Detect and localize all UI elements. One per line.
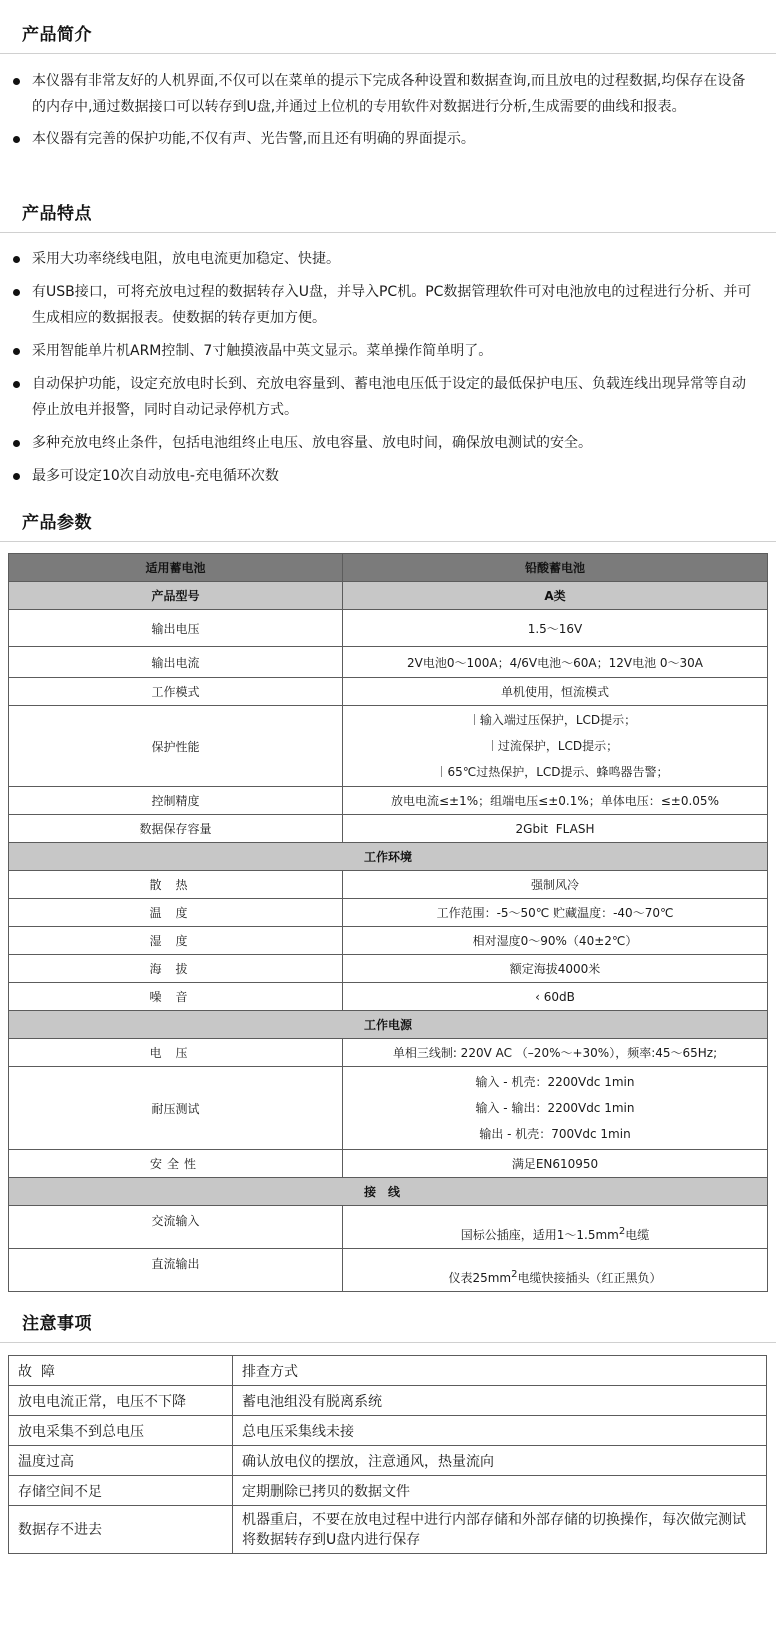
list-item: 自动保护功能，设定充放电时长到、充放电容量到、蓄电池电压低于设定的最低保护电压、负载连线出现异常等自动停止放电并报警，同时自动记录停机方式。 [0,371,776,423]
list-item: 本仪器有非常友好的人机界面,不仅可以在菜单的提示下完成各种设置和数据查询,而且放电的过程数据,均保存在设备的内存中,通过数据接口可以转存到U盘,并通过上位机的专用软件对数据进行分析,生成需要的曲线和报表。 [0,68,776,120]
withstand-line: 输出 - 机壳：700Vdc 1min [479,1127,631,1141]
ac-input-label: 交流输入 [9,1206,343,1249]
humidity-label: 湿度 [9,927,343,955]
intro-list [0,68,776,158]
withstand-line: 输入 - 机壳：2200Vdc 1min [475,1075,635,1089]
table-row [9,955,768,983]
table-row [9,1206,768,1249]
solution-cell: 定期删除已拷贝的数据文件 [233,1476,767,1506]
safety-label: 安全性 [9,1150,343,1178]
table-row [9,1386,767,1416]
dc-output-label: 直流输出 [9,1249,343,1292]
solution-cell: 总电压采集线未接 [233,1416,767,1446]
list-item: 多种充放电终止条件，包括电池组终止电压、放电容量、放电时间，确保放电测试的安全。 [0,430,776,456]
storage-value: 2Gbit FLASH [343,815,768,843]
table-row [9,1446,767,1476]
table-row [9,899,768,927]
table-row [9,1150,768,1178]
withstand-label: 耐压测试 [9,1067,343,1150]
fault-cell: 放电电流正常，电压不下降 [9,1386,233,1416]
voltage-label: 电压 [9,1039,343,1067]
output-voltage-value: 1.5～16V [343,610,768,647]
list-item: 采用智能单片机ARM控制、7寸触摸液晶中英文显示。菜单操作简单明了。 [0,338,776,364]
features-list [0,246,776,496]
params-divider [0,541,776,542]
table-row [9,706,768,787]
ac-input-value [343,1206,768,1249]
altitude-value: 额定海拔4000米 [343,955,768,983]
battery-label: 适用蓄电池 [9,554,343,582]
list-item: 有USB接口，可将充放电过程的数据转存入U盘，并导入PC机。PC数据管理软件可对电池放电的过程进行分析、并可生成相应的数据报表。使数据的转存更加方便。 [0,279,776,331]
withstand-value [343,1067,768,1150]
table-row [9,927,768,955]
intro-title: 产品简介 [22,25,92,45]
table-row [9,1416,767,1446]
faults-table [8,1355,767,1554]
ac-input-sup: 2 [618,1225,626,1237]
table-row [9,1356,767,1386]
fault-cell: 放电采集不到总电压 [9,1416,233,1446]
notes-title: 注意事项 [22,1314,92,1334]
model-label: 产品型号 [9,582,343,610]
dc-output-value [343,1249,768,1292]
protection-line: 输入端过压保护，LCD提示； [349,707,761,733]
withstand-line: 输入 - 输出：2200Vdc 1min [475,1101,635,1115]
table-row [9,1178,768,1206]
table-row [9,983,768,1011]
fault-cell: 存储空间不足 [9,1476,233,1506]
output-voltage-label: 输出电压 [9,610,343,647]
fault-header: 故 障 [9,1356,233,1386]
temp-label: 温度 [9,899,343,927]
table-row [9,815,768,843]
protection-line: 过流保护，LCD提示； [349,733,761,759]
table-row [9,1476,767,1506]
mode-value: 单机使用，恒流模式 [343,678,768,706]
output-current-label: 输出电流 [9,647,343,678]
safety-value: 满足EN610950 [343,1150,768,1178]
solution-cell: 机器重启，不要在放电过程中进行内部存储和外部存储的切换操作，每次做完测试将数据转存到U盘内进行保存 [233,1506,767,1554]
list-item: 采用大功率绕线电阻，放电电流更加稳定、快捷。 [0,246,776,272]
features-divider [0,232,776,233]
protection-label: 保护性能 [9,706,343,787]
temp-value: 工作范围：-5～50℃ 贮藏温度：-40～70℃ [343,899,768,927]
table-row [9,610,768,647]
table-row [9,1506,767,1554]
table-row [9,843,768,871]
list-item: 本仪器有完善的保护功能,不仅有声、光告警,而且还有明确的界面提示。 [0,126,776,152]
params-table [8,553,768,1292]
output-current-value: 2V电池0～100A；4/6V电池～60A；12V电池 0～30A [343,647,768,678]
table-row [9,1039,768,1067]
precision-label: 控制精度 [9,787,343,815]
env-header: 工作环境 [9,843,768,871]
precision-value: 放电电流≤±1%；组端电压≤±0.1%；单体电压：≤±0.05% [343,787,768,815]
table-row [9,1067,768,1150]
noise-label: 噪音 [9,983,343,1011]
model-value: A类 [343,582,768,610]
storage-label: 数据保存容量 [9,815,343,843]
table-row [9,1249,768,1292]
ac-input-text: 国标公插座，适用1～1.5mm [460,1227,619,1242]
ac-input-text: 电缆 [625,1227,650,1242]
wiring-header: 接线 [9,1178,768,1206]
table-row [9,554,768,582]
table-row [9,582,768,610]
params-title: 产品参数 [22,513,92,533]
table-row [9,871,768,899]
solution-header: 排查方式 [233,1356,767,1386]
fault-cell: 数据存不进去 [9,1506,233,1554]
list-item: 最多可设定10次自动放电-充电循环次数 [0,463,776,489]
table-row [9,787,768,815]
power-header: 工作电源 [9,1011,768,1039]
table-row [9,1011,768,1039]
fault-cell: 温度过高 [9,1446,233,1476]
dc-output-text: 仪表25mm [448,1270,512,1285]
features-title: 产品特点 [22,204,92,224]
solution-cell: 确认放电仪的摆放，注意通风，热量流向 [233,1446,767,1476]
notes-divider [0,1342,776,1343]
intro-divider [0,53,776,54]
cooling-label: 散热 [9,871,343,899]
altitude-label: 海拔 [9,955,343,983]
battery-value: 铅酸蓄电池 [343,554,768,582]
protection-value [343,706,768,787]
dc-output-sup: 2 [511,1268,518,1280]
humidity-value: 相对湿度0～90%（40±2℃） [343,927,768,955]
protection-line: 65℃过热保护，LCD提示、蜂鸣器告警； [349,759,761,785]
dc-output-text: 电缆快接插头（红正黑负） [517,1270,662,1285]
mode-label: 工作模式 [9,678,343,706]
voltage-value: 单相三线制: 220V AC （–20%～+30%），频率:45～65Hz; [343,1039,768,1067]
solution-cell: 蓄电池组没有脱离系统 [233,1386,767,1416]
cooling-value: 强制风冷 [343,871,768,899]
table-row [9,647,768,678]
table-row [9,678,768,706]
noise-value: ‹ 60dB [343,983,768,1011]
